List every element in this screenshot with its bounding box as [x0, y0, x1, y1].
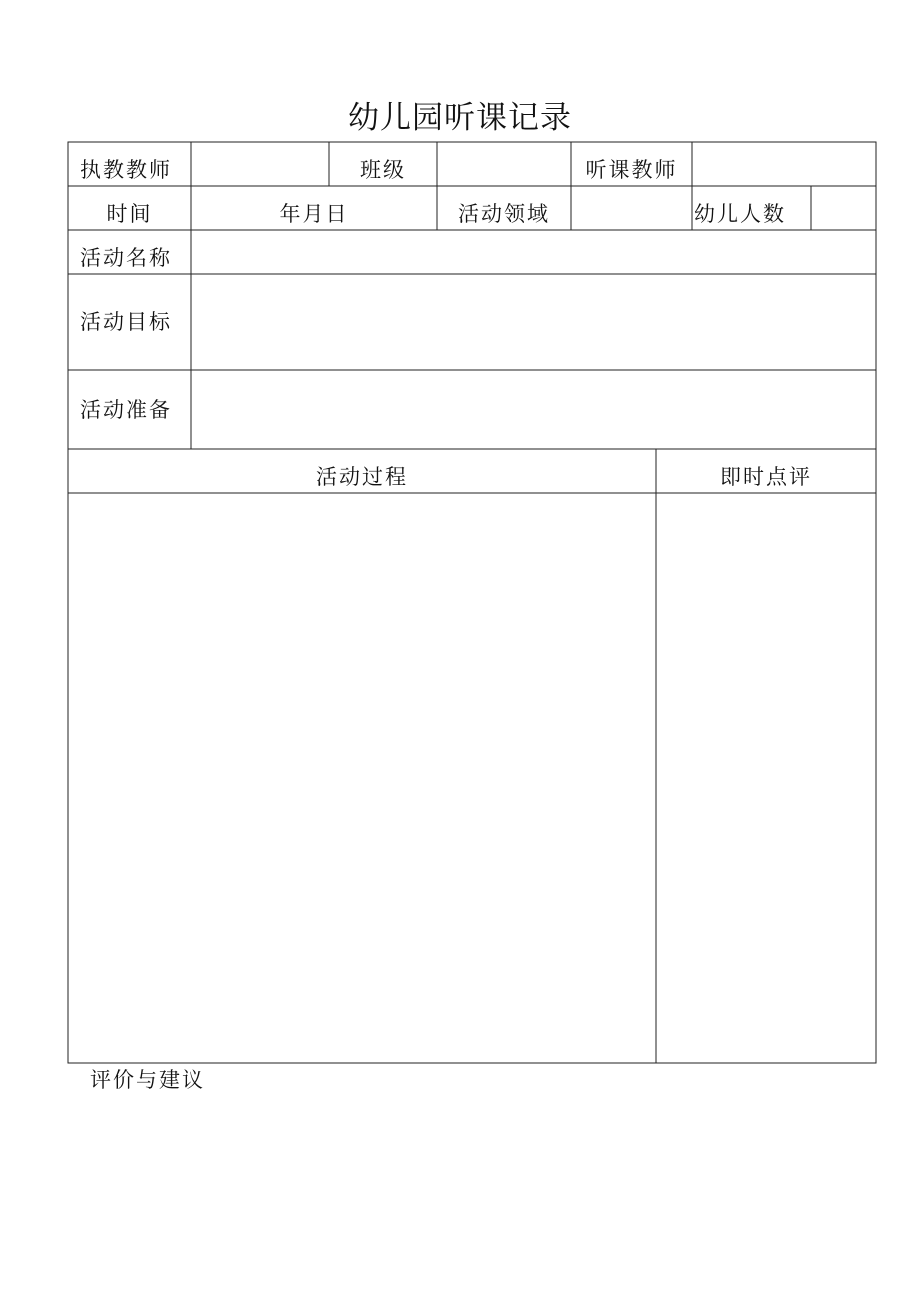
activity-prep-field[interactable] [192, 371, 875, 448]
observer-label: 听课教师 [585, 158, 678, 182]
process-area[interactable] [69, 494, 655, 1062]
activity-goal-field[interactable] [192, 275, 875, 369]
observer-field[interactable] [693, 143, 875, 185]
evaluation-area[interactable] [68, 1100, 876, 1270]
domain-field[interactable] [572, 187, 691, 229]
page-title: 幼儿园听课记录 [348, 100, 572, 136]
children-count-field[interactable] [812, 187, 875, 229]
time-label: 时间 [106, 202, 153, 226]
domain-label: 活动领域 [458, 202, 550, 226]
evaluation-label: 评价与建议 [90, 1068, 205, 1092]
date-field[interactable]: 年月日 [279, 202, 349, 226]
process-header: 活动过程 [316, 465, 408, 489]
activity-goal-label: 活动目标 [80, 310, 172, 334]
activity-name-label: 活动名称 [80, 246, 172, 270]
teacher-label: 执教教师 [80, 158, 172, 182]
teacher-field[interactable] [192, 143, 328, 185]
activity-prep-label: 活动准备 [80, 398, 172, 422]
children-count-label: 幼儿人数 [694, 202, 786, 226]
comment-area[interactable] [657, 494, 875, 1062]
class-field[interactable] [438, 143, 570, 185]
class-label: 班级 [360, 158, 406, 182]
comment-header: 即时点评 [720, 465, 812, 489]
activity-name-field[interactable] [192, 231, 875, 273]
